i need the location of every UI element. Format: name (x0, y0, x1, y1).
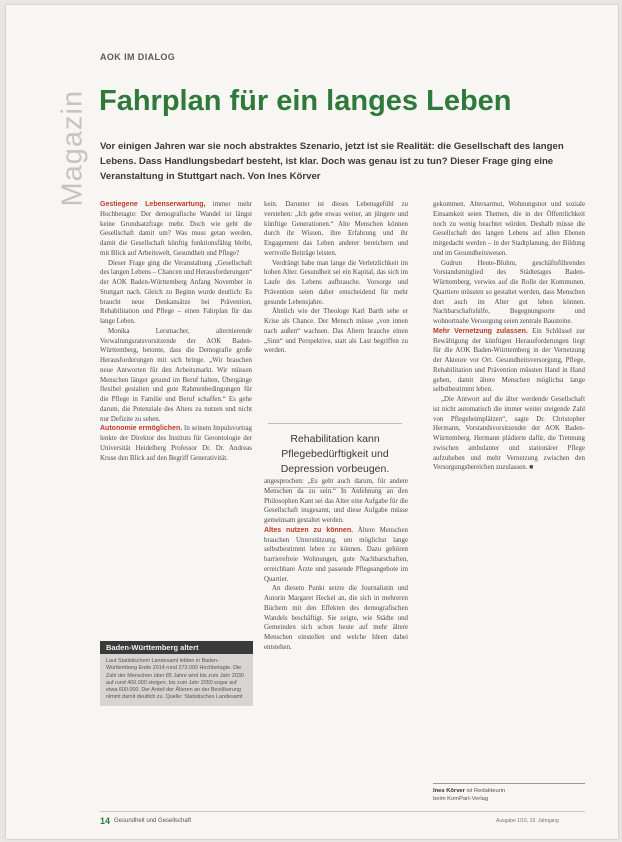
subheading: Altes nutzen zu können. (264, 526, 354, 534)
body-text: Ältere Menschen brauchen Unterstützung, um möglichst lange selbstbestimmt leben zu können. Dazu gehören barrierefreie Wohnungen, gute Nachbarschaften, erreichbare Ärzte und passende Pflegeangebote im Quartier. (264, 526, 408, 583)
body-text: Ein Schlüssel zur Bewältigung der künftigen Herausforderungen liegt für die AOK Baden-Württemberg in der Vernetzung der Akteure vor Ort. Gesundheitsversorgung, Pflege, Rehabilitation und Prävention müssten Hand in Hand gehen, damit ältere Menschen möglichst lange selbstbestimmt leben. (433, 327, 585, 394)
paragraph: „Die Antwort auf die älter werdende Gesellschaft ist nicht automatisch die immer weiter steigende Zahl von Pflegeheimplätzen“, sagte Dr. Christopher Hermann, Vorstandsvorsitzender der AOK Baden-Württemberg. Hermann plädierte dafür, die Trennung zwischen ambulanter und stationärer Pflege aufzuheben und mehr Vernetzung zwischen den Versorgungsbereichen zuzulassen. ■ (433, 396, 585, 472)
subheading: Mehr Vernetzung zulassen. (433, 327, 528, 335)
paragraph: An diesem Punkt setzte die Journalistin und Autorin Margaret Heckel an, die sich in mehreren Büchern mit den Effekten des demografischen Wandels beschäftigt. Sie zeigte, wie Städte und Gemeinden sich schon heute auf mehr ältere Menschen einstellen und welche Ideen dabei entstehen. (264, 585, 408, 651)
author-org: beim KomPart-Verlag (433, 796, 489, 802)
signature-divider (433, 783, 585, 784)
footer-issue: Ausgabe 1/16, 19. Jahrgang (496, 818, 559, 824)
kicker: AOK IM DIALOG (100, 52, 176, 62)
info-box-text: Laut Statistischem Landesamt lebten in Baden-Württemberg Ende 2014 rund 273.000 Hochbetagte. Die Zahl der Menschen über 85 Jahre wird bis zum Jahr 2030 auf rund 400.000 steigen, bis zum Jahr 2050 sogar auf etwa 600.000. Der Anteil der Älteren an der Bevölkerung nimmt damit deutlich zu. Quelle: Statistisches Landesamt (106, 658, 244, 701)
paragraph: kein. Darunter ist dieses Lebensgefühl zu verstehen: „Ich gebe etwas weiter, an jüngere und künftige Generationen.“ Alte Menschen können durch ihr Wissen, ihre Erfahrung und ihr Engagement das Leben anderer bereichern und wertvolle Beiträge leisten. (264, 201, 408, 257)
author-signature (433, 787, 505, 803)
paragraph: angesprochen: „Es geht auch darum, für andere Menschen da zu sein.“ In Anlehnung an den Philosophen Kant sei das Alter eine Aufgabe für die Gesellschaft insgesamt, und diese Aufgabe müsse gemeinsam gestaltet werden. (264, 478, 408, 524)
info-box-heading: Baden-Württemberg altert (100, 641, 253, 654)
paragraph: gekommen. Altersarmut, Wohnungsnot und soziale Einsamkeit seien Themen, die in der Öffentlichkeit noch zu wenig beachtet würden. Deshalb müsse die Gesellschaft des langen Lebens auf allen Ebenen mitgedacht werden – in der Stadtplanung, der Bildung und im Gesundheitswesen. (433, 201, 585, 257)
article-title: Fahrplan für ein langes Leben (99, 85, 512, 117)
info-box (100, 641, 253, 706)
body-text: immer mehr Hochbetagte: Der demografische Wandel ist längst keine Grundsatzfrage mehr. Doch wie geht die Gesellschaft damit um? Was muss getan werden, damit die Gesellschaft künftig funktionsfähig bleibt, mit Blick auf Arbeitswelt, Gesundheit und Pflege? (100, 201, 252, 257)
column-2-continued (264, 477, 408, 653)
paragraph: Verdrängt habe man lange die Verletzlichkeit im hohen Alter. Gesundheit sei ein Kapital, das sich im Laufe des Lebens aufbrauche. Vorsorge und Prävention seien daher entscheidend für mehr gesunde Lebensjahre. (264, 259, 408, 306)
paragraph: Ähnlich wie der Theologe Karl Barth sehe er Krise als Chance. Der Mensch müsse „von innen nach außen“ wachsen. Das Altern brauche einen „Sinn“ und Perspektive, statt als Last begriffen zu werden. (264, 308, 408, 355)
pull-quote: Rehabilitation kann Pflegebedürftigkeit und Depression vorbeugen. (268, 423, 402, 488)
author-role: ist Redakteurin (466, 788, 506, 794)
magazine-page (6, 5, 618, 839)
paragraph: Dieser Frage ging die Veranstaltung „Gesellschaft des langen Lebens – Chancen und Herausforderungen“ der AOK Baden-Württemberg Anfang November in Stuttgart nach. Gleich zu Beginn wurde deutlich: Es braucht neue Denkansätze bei Prävention, Rehabilitation und Pflege – einen Fahrplan für das lange Leben. (100, 259, 252, 325)
paragraph (264, 526, 408, 585)
paragraph: Gudrun Heute-Bluhm, geschäftsführendes Vorstandsmitglied des Städtetages Baden-Württemberg, verwies auf die Rolle der Kommunen. Quartiere müssten so gestaltet werden, dass Menschen dort auch im Alter gut leben können. Nachbarschaftshilfe, Begegnungsorte und wohnortnahe Versorgung seien zentrale Bausteine. (433, 259, 585, 325)
column-3 (433, 200, 585, 473)
paragraph (100, 200, 252, 259)
article-lead: Vor einigen Jahren war sie noch abstraktes Szenario, jetzt ist sie Realität: die Gesellschaft des langen Lebens. Dass Handlungsbedarf besteht, ist klar. Doch was genau ist zu tun? Dieser Frage ging eine Veranstaltung in Stuttgart nach. Von Ines Körver (100, 141, 564, 182)
paragraph (433, 327, 585, 395)
subheading: Autonomie ermöglichen. (100, 425, 183, 433)
body-text: In seinem Impulsvortrag lenkte der Direktor des Instituts für Gerontologie der Universität Heidelberg Professor Dr. Dr. Andreas Kruse den Blick auf den Begriff Generativität. (100, 425, 252, 462)
column-2 (264, 200, 408, 356)
paragraph: Monika Lersmacher, alternierende Verwaltungsratsvorsitzende der AOK Baden-Württemberg, betonte, dass die Demografie große Herausforderungen mit sich bringe. „Wir brauchen neue Antworten für den Arbeitsmarkt. Wir müssen Menschen länger gesund im Beruf halten, Übergänge flexibel gestalten und gute Rahmenbedingungen für die Pflege in Familie und Beruf schaffen.“ Es gehe darum, die Potenziale des Alters zu nutzen und nicht nur Defizite zu sehen. (100, 327, 252, 423)
paragraph (100, 424, 252, 463)
subheading: Gestiegene Lebenserwartung, (100, 201, 206, 208)
column-1 (100, 200, 252, 463)
footer-section: Gesundheit und Gesellschaft (114, 818, 192, 824)
section-vertical-label: Magazin (56, 89, 89, 207)
page-number: 14 (100, 816, 111, 826)
footer-divider (100, 811, 585, 812)
author-name: Ines Körver (433, 788, 465, 794)
